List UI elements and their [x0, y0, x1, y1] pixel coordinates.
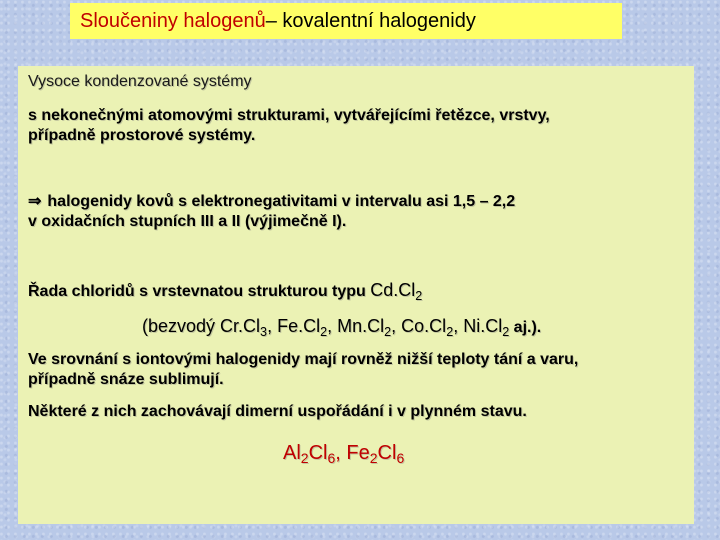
mncl2-formula: [337, 316, 392, 339]
section-heading: Vysoce kondenzované systémy: [28, 73, 252, 90]
examples-open: (bezvodý: [142, 316, 221, 336]
description-paragraph: [28, 106, 678, 146]
mncl2-sub: 2: [384, 324, 392, 339]
description-line-2: případně prostorové systémy.: [28, 127, 256, 144]
title-black-part: – kovalentní halogenidy: [265, 9, 476, 32]
chloride-series-text: Řada chloridů s vrstevnatou strukturou typu: [28, 283, 371, 300]
mncl2-main: Mn.Cl: [337, 316, 385, 336]
fe-cl-sub: 6: [396, 450, 405, 467]
cocl2-main: Co.Cl: [401, 316, 447, 336]
metal-halides-paragraph: [28, 192, 678, 232]
title-red-part: Sloučeniny halogenů: [80, 9, 266, 32]
nicl2-main: Ni.Cl: [463, 316, 503, 336]
formula-sep: ,: [335, 442, 347, 464]
examples-sep-2: ,: [327, 316, 338, 336]
fecl2-main: Fe.Cl: [277, 316, 321, 336]
al-cl-symbol: Cl: [308, 442, 328, 464]
fe2cl6-formula: [346, 442, 405, 467]
metal-halides-line-2: v oxidačních stupních III a II (výjimečně I).: [28, 213, 347, 230]
crcl3-sub: 3: [260, 324, 268, 339]
cocl2-sub: 2: [446, 324, 454, 339]
fecl2-formula: [277, 316, 328, 339]
examples-sep-4: ,: [453, 316, 464, 336]
nicl2-formula: [463, 316, 510, 339]
cdcl2-sub: 2: [415, 288, 423, 303]
fe-symbol: Fe: [346, 442, 370, 464]
crcl3-formula: [220, 316, 268, 339]
chloride-series-paragraph: [28, 280, 678, 302]
al-sub: 2: [300, 450, 309, 467]
metal-halides-line-1: halogenidy kovů s elektronegativitami v intervalu asi 1,5 – 2,2: [47, 193, 516, 210]
fecl2-sub: 2: [320, 324, 328, 339]
crcl3-main: Cr.Cl: [220, 316, 261, 336]
cdcl2-formula: [370, 280, 423, 303]
cocl2-formula: [401, 316, 454, 339]
slide-title: [70, 3, 622, 39]
fe-cl-symbol: Cl: [377, 442, 397, 464]
examples-close: aj.).: [509, 319, 542, 336]
content-panel: [18, 66, 694, 524]
comparison-line-2: případně snáze sublimují.: [28, 371, 224, 388]
examples-paragraph: [142, 316, 682, 338]
examples-sep-1: ,: [267, 316, 278, 336]
comparison-line-1: Ve srovnání s iontovými halogenidy mají rovněž nižší teploty tání a varu,: [28, 351, 579, 368]
nicl2-sub: 2: [502, 324, 510, 339]
description-line-1: s nekonečnými atomovými strukturami, vytvářejícími řetězce, vrstvy,: [28, 107, 550, 124]
dimer-paragraph: Některé z nich zachovávají dimerní uspořádání i v plynném stavu.: [28, 403, 527, 420]
implies-arrow-icon: ⇒: [28, 193, 42, 210]
comparison-paragraph: [28, 350, 678, 390]
al2cl6-formula: [283, 442, 336, 467]
fe-sub: 2: [369, 450, 378, 467]
examples-sep-3: ,: [391, 316, 402, 336]
cdcl2-main: Cd.Cl: [370, 280, 416, 300]
al-cl-sub: 6: [327, 450, 336, 467]
al-symbol: Al: [283, 442, 301, 464]
dimer-formulas: [283, 440, 404, 466]
